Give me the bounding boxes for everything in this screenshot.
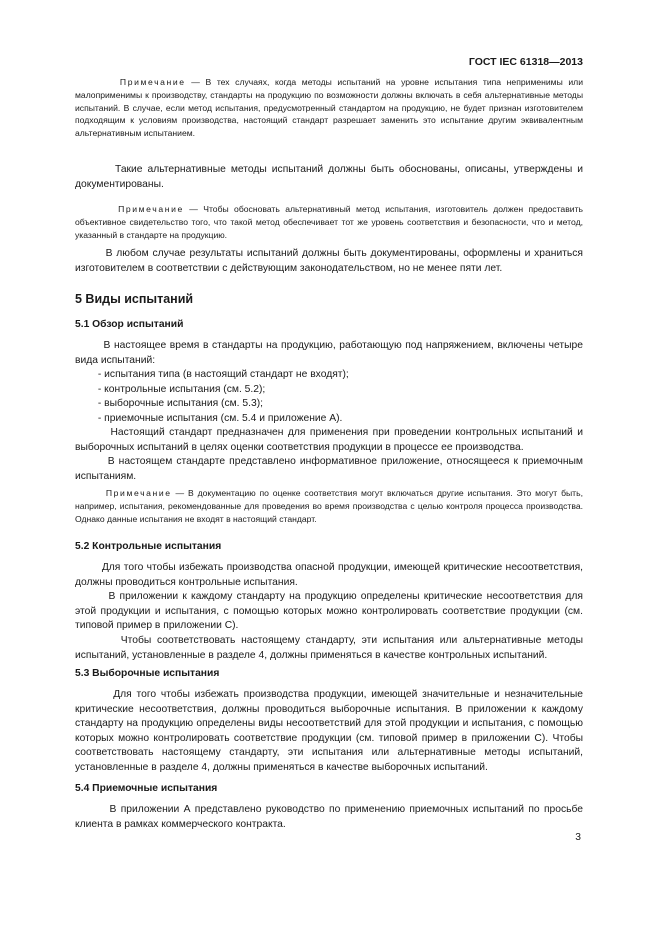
section-5-3-heading: 5.3 Выборочные испытания: [75, 668, 220, 679]
list-item: - контрольные испытания (см. 5.2);: [97, 383, 266, 395]
note-label: Примечание: [118, 204, 184, 214]
note-text: — Чтобы обосновать альтернативный метод испытания, изготовитель должен предоставить объективное свидетельство того, что такой метод обеспечивает тот же уровень соответствия и безопасности, что и метод, указанный в стандарте на продукцию.: [75, 204, 583, 240]
list-item: - выборочные испытания (см. 5.3);: [97, 398, 264, 410]
paragraph-results-documentation: В любом случае результаты испытаний должны быть документированы, оформлены и храниться изготовителем в соответствии с действующим законодательством, но не менее пяти лет.: [75, 248, 583, 274]
document-header: ГОСТ IEC 61318—2013: [468, 56, 583, 68]
section-5-4-paragraph-1: В приложении А представлено руководство по применению приемочных испытаний по просьбе клиента в рамках коммерческого контракта.: [75, 804, 584, 830]
section-5-4-heading: 5.4 Приемочные испытания: [75, 783, 218, 794]
note-justification-evidence: [75, 203, 583, 241]
note-text: — В тех случаях, когда методы испытаний на уровне испытания типа неприменимы или малоприменимы к производству, стандарты на продукцию по возможности должны включать в себя альтернативные методы испытаний. В случае, если метод испытания, предусмотренный стандартом на продукцию, не будет признан изготовителем подходящим к условиям производства, настоящий стандарт разрешает заменить это испытание другим эквивалентным альтернативным испытанием.: [75, 77, 583, 139]
section-5-2-paragraph-3: Чтобы соответствовать настоящему стандарту, эти испытания или альтернативные методы испытаний, установленные в разделе 4, должны применяться в качестве контрольных испытаний.: [75, 635, 583, 661]
note-alternative-methods: [75, 76, 583, 140]
page-number: 3: [575, 832, 581, 843]
section-5-1-paragraph-b: В настоящем стандарте представлено информативное приложение, относящееся к приемочным испытаниям.: [75, 456, 583, 482]
section-5-1-paragraph-a: Настоящий стандарт предназначен для применения при проведении контрольных испытаний и выборочных испытаний в целях оценки соответствия продукции в процессе ее производства.: [75, 427, 583, 453]
section-5-2-paragraph-1: Для того чтобы избежать производства опасной продукции, имеющей критические несоответствия, должны проводиться контрольные испытания.: [75, 562, 584, 588]
section-5-2-paragraph-2: В приложении к каждому стандарту на продукцию определены критические несоответствия для этой продукции и испытания, с помощью которых можно контролировать соответствие продукции (см. типовой пример в приложении С).: [75, 591, 583, 632]
section-5-2-heading: 5.2 Контрольные испытания: [75, 541, 222, 552]
section-5-heading: 5 Виды испытаний: [75, 292, 194, 306]
note-text: — В документацию по оценке соответствия могут включаться другие испытания. Это могут быть, например, испытания, рекомендованные для проведения во время производства с целью контроля процесса производства. Однако данные испытания не входят в настоящий стандарт.: [75, 488, 583, 524]
note-label: Примечание: [105, 488, 172, 498]
list-item: - приемочные испытания (см. 5.4 и приложение А).: [97, 412, 343, 424]
test-types-list: [75, 368, 583, 426]
paragraph-alternative-justification: Такие альтернативные методы испытаний должны быть обоснованы, описаны, утверждены и документированы.: [75, 164, 584, 190]
list-item: - испытания типа (в настоящий стандарт не входят);: [97, 369, 349, 380]
note-other-tests: [75, 487, 583, 525]
section-5-1-heading: 5.1 Обзор испытаний: [75, 319, 184, 330]
note-label: Примечание: [119, 77, 186, 87]
section-5-1-intro: В настоящее время в стандарты на продукцию, работающую под напряжением, включены четыре вида испытаний:: [75, 340, 583, 366]
section-5-3-paragraph-1: Для того чтобы избежать производства продукции, имеющей значительные и незначительные критические несоответствия, должны проводиться выборочные испытания. В приложении к каждому стандарту на продукцию определены виды несоответствий для этой продукции и испытания, с помощью которых можно контролировать соответствие продукции (см. типовой пример в приложении С). Чтобы соответствовать настоящему стандарту, эти испытания или альтернативные методы испытаний, установленные в разделе 4, должны применяться в качестве выборочных испытаний.: [75, 689, 583, 773]
